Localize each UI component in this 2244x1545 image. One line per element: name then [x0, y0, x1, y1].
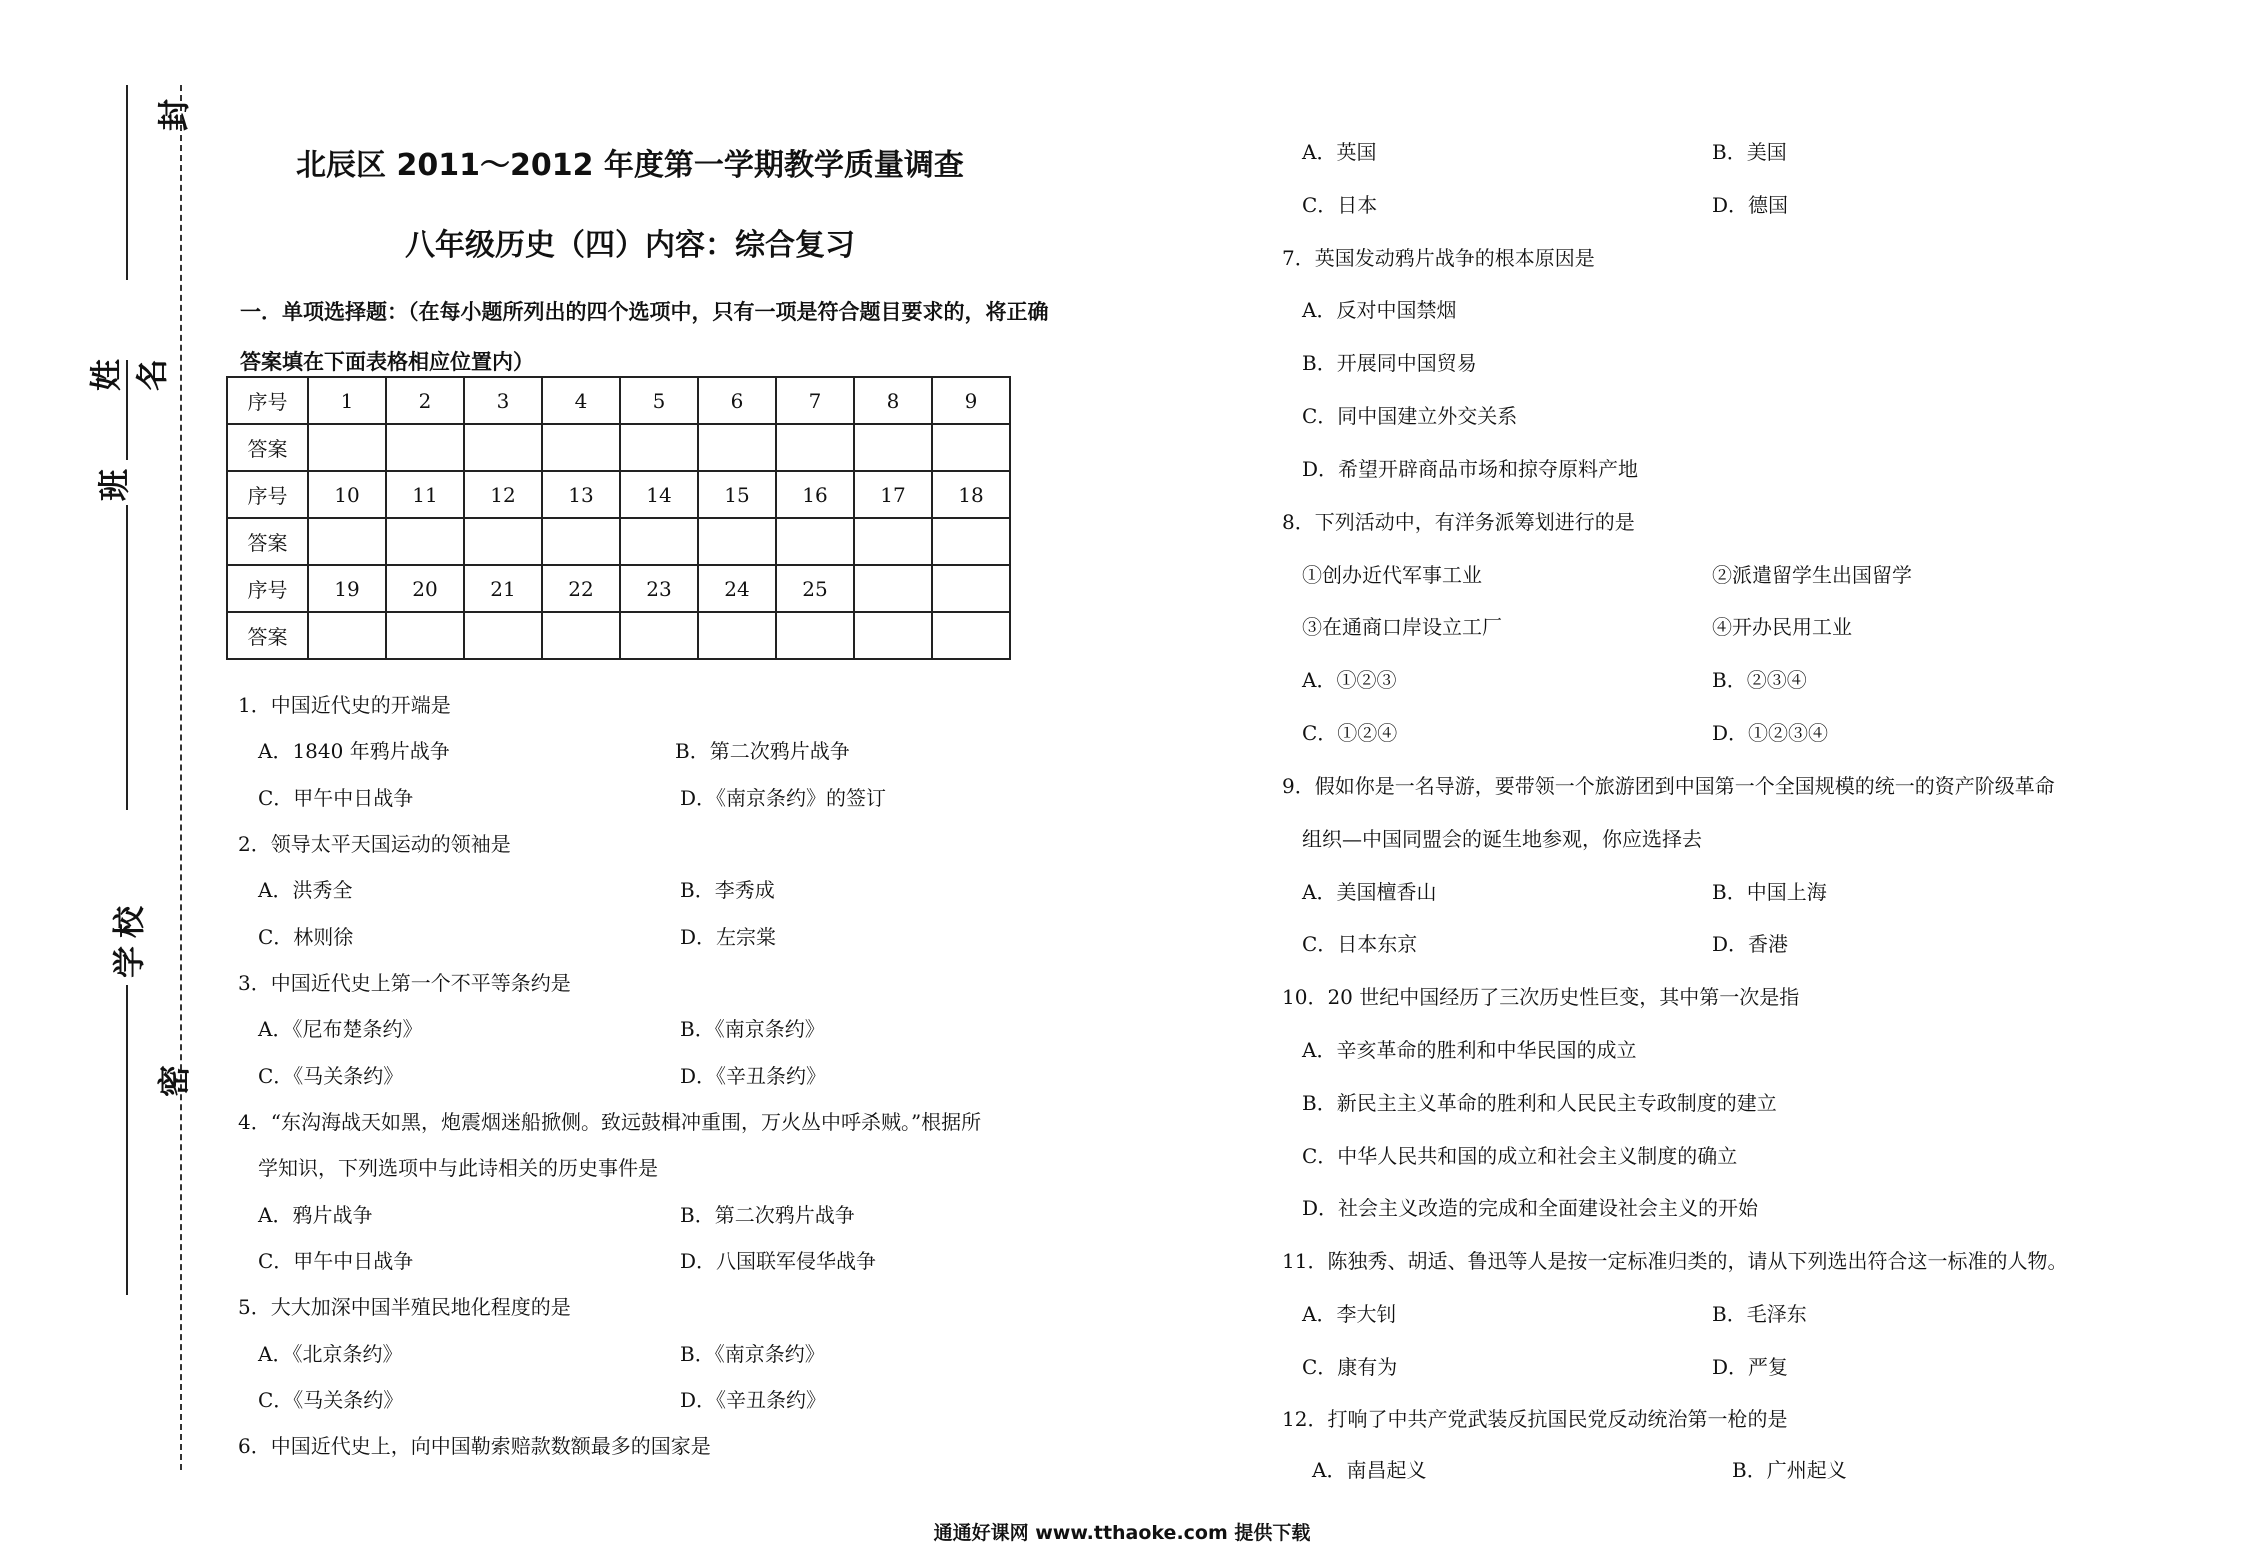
answer-table-answer-cell — [386, 424, 464, 471]
q3-option-d: D．《辛丑条约》 — [680, 1064, 827, 1088]
answer-table-answer-cell — [308, 424, 386, 471]
q12-option-b: B．广州起义 — [1732, 1458, 1847, 1482]
answer-table-row-header: 答案 — [227, 424, 308, 471]
q9-option-a: A．美国檀香山 — [1302, 880, 1437, 904]
question-1: 1．中国近代史的开端是 — [238, 693, 451, 717]
answer-table-row — [227, 612, 1010, 659]
q10-option-d: D．社会主义改造的完成和全面建设社会主义的开始 — [1302, 1196, 1759, 1220]
q8-item-4: ④开办民用工业 — [1712, 615, 1852, 639]
answer-table-number-cell: 7 — [776, 377, 854, 424]
answer-table-answer-cell — [542, 612, 620, 659]
question-10: 10．20 世纪中国经历了三次历史性巨变，其中第一次是指 — [1282, 985, 1800, 1009]
answer-table-answer-cell — [620, 518, 698, 565]
q3-option-b: B．《南京条约》 — [680, 1017, 825, 1041]
binding-label-mi: 密 — [155, 1064, 194, 1098]
q3-option-c: C．《马关条约》 — [258, 1064, 404, 1088]
binding-label-feng: 封 — [155, 98, 194, 132]
q6-option-c: C．日本 — [1302, 193, 1378, 217]
answer-table-answer-cell — [308, 518, 386, 565]
answer-table-row-header: 序号 — [227, 471, 308, 518]
q11-option-c: C．康有为 — [1302, 1355, 1398, 1379]
question-8: 8．下列活动中，有洋务派筹划进行的是 — [1282, 510, 1635, 534]
question-9-line1: 9．假如你是一名导游，要带领一个旅游团到中国第一个全国规模的统一的资产阶级革命 — [1282, 774, 2055, 798]
q8-option-b: B．②③④ — [1712, 668, 1807, 692]
name-label: 姓名 — [87, 338, 171, 391]
answer-table-answer-cell — [854, 424, 932, 471]
answer-table-body — [227, 377, 1010, 659]
answer-table-row — [227, 424, 1010, 471]
answer-table-answer-cell — [386, 518, 464, 565]
answer-table-answer-cell — [464, 518, 542, 565]
answer-table-row-header: 答案 — [227, 612, 308, 659]
q11-option-d: D．严复 — [1712, 1355, 1789, 1379]
q9-option-b: B．中国上海 — [1712, 880, 1827, 904]
q8-option-a: A．①②③ — [1302, 668, 1397, 692]
question-4-line1: 4．“东沟海战天如黑，炮震烟迷船掀侧。致远鼓楫冲重围，万火丛中呼杀贼。”根据所 — [238, 1110, 982, 1134]
answer-table-number-cell: 15 — [698, 471, 776, 518]
q11-option-a: A．李大钊 — [1302, 1302, 1397, 1326]
answer-table-answer-cell — [698, 424, 776, 471]
q6-option-b: B．美国 — [1712, 140, 1787, 164]
answer-table-number-cell: 22 — [542, 565, 620, 612]
answer-table-number-cell: 20 — [386, 565, 464, 612]
exam-title: 北辰区 2011～2012 年度第一学期教学质量调查 — [296, 148, 964, 183]
q8-item-3: ③在通商口岸设立工厂 — [1302, 615, 1502, 639]
q7-option-d: D．希望开辟商品市场和掠夺原料产地 — [1302, 457, 1639, 481]
answer-table-answer-cell — [308, 612, 386, 659]
footer-credit: 通通好课网 www.tthaoke.com 提供下载 — [933, 1522, 1311, 1544]
question-2: 2．领导太平天国运动的领袖是 — [238, 832, 511, 856]
q12-option-a: A．南昌起义 — [1312, 1458, 1427, 1482]
class-label: 班 — [95, 468, 134, 502]
answer-table-answer-cell — [932, 612, 1010, 659]
answer-table-row — [227, 471, 1010, 518]
q4-option-a: A．鸦片战争 — [258, 1203, 373, 1227]
q8-option-d: D．①②③④ — [1712, 721, 1829, 745]
answer-table-row-header: 序号 — [227, 377, 308, 424]
q2-option-d: D．左宗棠 — [680, 925, 777, 949]
answer-table-row — [227, 377, 1010, 424]
q10-option-a: A．辛亥革命的胜利和中华民国的成立 — [1302, 1038, 1637, 1062]
q5-option-c: C．《马关条约》 — [258, 1388, 404, 1412]
answer-table-number-cell: 10 — [308, 471, 386, 518]
answer-table — [226, 376, 1011, 660]
q11-option-b: B．毛泽东 — [1712, 1302, 1807, 1326]
q8-item-1: ①创办近代军事工业 — [1302, 563, 1482, 587]
answer-table-number-cell: 13 — [542, 471, 620, 518]
answer-table-number-cell: 3 — [464, 377, 542, 424]
q5-option-b: B．《南京条约》 — [680, 1342, 825, 1366]
answer-table-number-cell: 19 — [308, 565, 386, 612]
q4-option-d: D．八国联军侵华战争 — [680, 1249, 877, 1273]
answer-table-answer-cell — [620, 424, 698, 471]
answer-table-number-cell: 25 — [776, 565, 854, 612]
exam-subtitle: 八年级历史（四）内容：综合复习 — [405, 228, 855, 263]
answer-table-number-cell: 2 — [386, 377, 464, 424]
q4-option-c: C．甲午中日战争 — [258, 1249, 414, 1273]
answer-table-number-cell: 21 — [464, 565, 542, 612]
class-field-line — [126, 505, 128, 810]
answer-table-number-cell: 16 — [776, 471, 854, 518]
q7-option-c: C．同中国建立外交关系 — [1302, 404, 1518, 428]
answer-table-number-cell — [854, 565, 932, 612]
q3-option-a: A．《尼布楚条约》 — [258, 1017, 423, 1041]
q2-option-b: B．李秀成 — [680, 878, 775, 902]
answer-table-number-cell: 6 — [698, 377, 776, 424]
question-9-line2: 组织—中国同盟会的诞生地参观，你应选择去 — [1302, 827, 1702, 851]
answer-table-row-header: 答案 — [227, 518, 308, 565]
q10-option-c: C．中华人民共和国的成立和社会主义制度的确立 — [1302, 1144, 1738, 1168]
q1-option-b: B．第二次鸦片战争 — [675, 739, 850, 763]
answer-table-answer-cell — [776, 612, 854, 659]
answer-table-answer-cell — [698, 612, 776, 659]
question-4-line2: 学知识，下列选项中与此诗相关的历史事件是 — [258, 1156, 658, 1180]
answer-table-answer-cell — [620, 612, 698, 659]
answer-table-number-cell: 18 — [932, 471, 1010, 518]
answer-table-answer-cell — [698, 518, 776, 565]
question-3: 3．中国近代史上第一个不平等条约是 — [238, 971, 571, 995]
answer-table-number-cell: 11 — [386, 471, 464, 518]
answer-table-number-cell: 17 — [854, 471, 932, 518]
q1-option-a: A．1840 年鸦片战争 — [258, 739, 450, 763]
q10-option-b: B．新民主主义革命的胜利和人民民主专政制度的建立 — [1302, 1091, 1777, 1115]
answer-table-answer-cell — [854, 518, 932, 565]
q7-option-b: B．开展同中国贸易 — [1302, 351, 1477, 375]
q5-option-a: A．《北京条约》 — [258, 1342, 403, 1366]
name-field-line-top — [126, 85, 128, 280]
question-12: 12．打响了中共产党武装反抗国民党反动统治第一枪的是 — [1282, 1407, 1788, 1431]
answer-table-number-cell: 24 — [698, 565, 776, 612]
binding-dashed-line — [180, 85, 182, 1470]
question-7: 7．英国发动鸦片战争的根本原因是 — [1282, 246, 1595, 270]
q2-option-a: A．洪秀全 — [258, 878, 353, 902]
answer-table-answer-cell — [464, 612, 542, 659]
q6-option-d: D．德国 — [1712, 193, 1789, 217]
answer-table-answer-cell — [542, 518, 620, 565]
question-6: 6．中国近代史上，向中国勒索赔款数额最多的国家是 — [238, 1434, 711, 1458]
answer-table-answer-cell — [854, 612, 932, 659]
q2-option-c: C．林则徐 — [258, 925, 354, 949]
q8-item-2: ②派遣留学生出国留学 — [1712, 563, 1912, 587]
q6-option-a: A．英国 — [1302, 140, 1377, 164]
question-11: 11．陈独秀、胡适、鲁迅等人是按一定标准归类的，请从下列选出符合这一标准的人物。 — [1282, 1249, 2068, 1273]
answer-table-answer-cell — [542, 424, 620, 471]
q4-option-b: B．第二次鸦片战争 — [680, 1203, 855, 1227]
answer-table-number-cell — [932, 565, 1010, 612]
q9-option-c: C．日本东京 — [1302, 932, 1418, 956]
answer-table-row-header: 序号 — [227, 565, 308, 612]
answer-table-answer-cell — [776, 424, 854, 471]
answer-table-answer-cell — [464, 424, 542, 471]
answer-table-row — [227, 518, 1010, 565]
answer-table-number-cell: 4 — [542, 377, 620, 424]
answer-table-answer-cell — [776, 518, 854, 565]
school-label: 学校 — [110, 897, 148, 978]
q1-option-d: D．《南京条约》的签订 — [680, 786, 887, 810]
section-heading-line2: 答案填在下面表格相应位置内） — [240, 350, 534, 374]
answer-table-number-cell: 5 — [620, 377, 698, 424]
section-heading-line1: 一．单项选择题：（在每小题所列出的四个选项中，只有一项是符合题目要求的，将正确 — [240, 300, 1049, 324]
q8-option-c: C．①②④ — [1302, 721, 1398, 745]
answer-table-number-cell: 23 — [620, 565, 698, 612]
answer-table-answer-cell — [932, 424, 1010, 471]
q7-option-a: A．反对中国禁烟 — [1302, 298, 1457, 322]
answer-table-row — [227, 565, 1010, 612]
name-field-line — [126, 360, 128, 460]
q1-option-c: C．甲午中日战争 — [258, 786, 414, 810]
answer-table-answer-cell — [932, 518, 1010, 565]
answer-table-number-cell: 12 — [464, 471, 542, 518]
school-field-line — [126, 985, 128, 1295]
q9-option-d: D．香港 — [1712, 932, 1789, 956]
question-5: 5．大大加深中国半殖民地化程度的是 — [238, 1295, 571, 1319]
answer-table-answer-cell — [386, 612, 464, 659]
q5-option-d: D．《辛丑条约》 — [680, 1388, 827, 1412]
answer-table-number-cell: 9 — [932, 377, 1010, 424]
answer-table-number-cell: 14 — [620, 471, 698, 518]
answer-table-number-cell: 8 — [854, 377, 932, 424]
answer-table-number-cell: 1 — [308, 377, 386, 424]
